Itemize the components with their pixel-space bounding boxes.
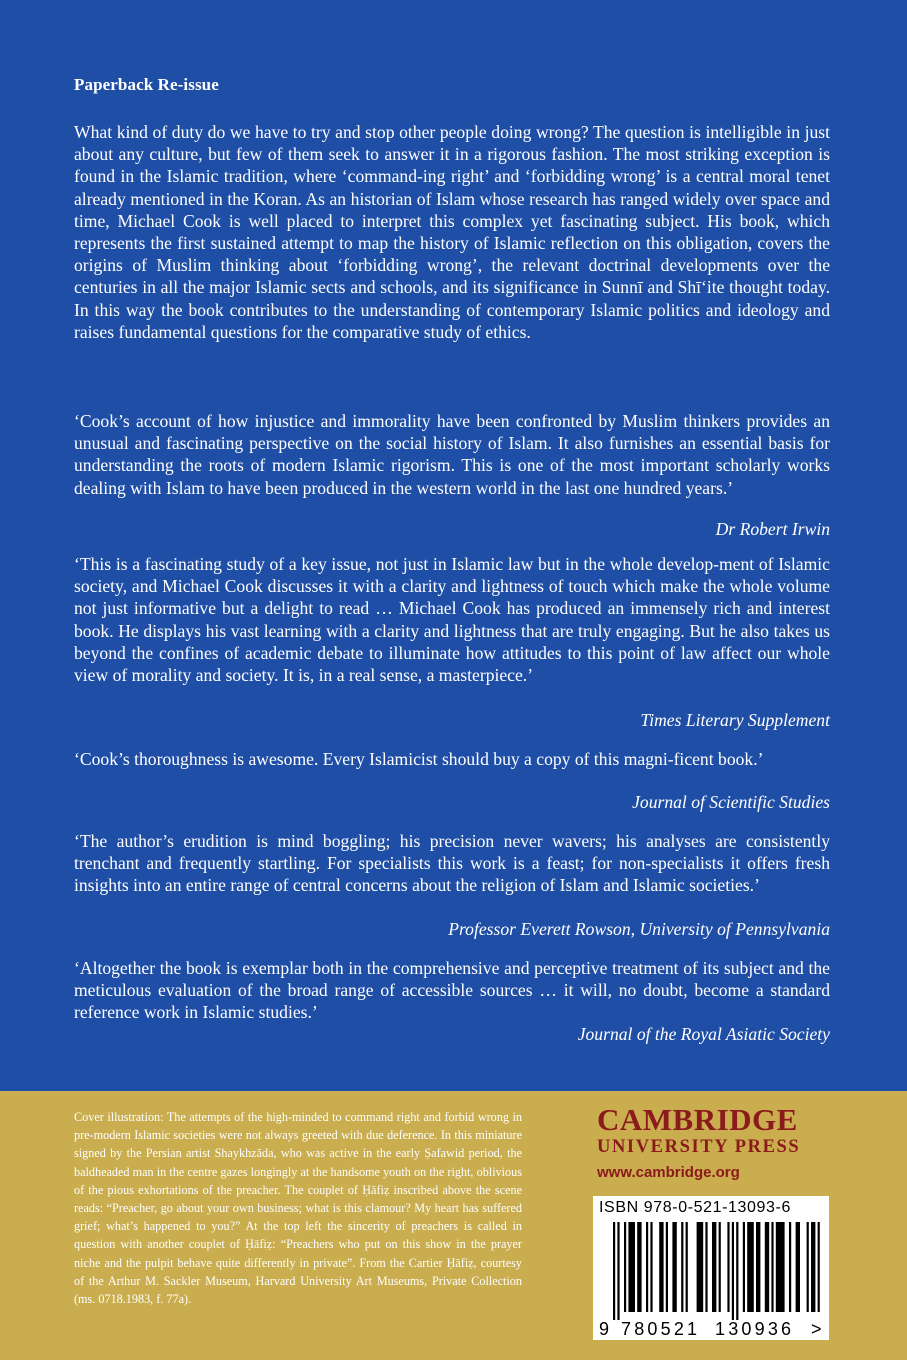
barcode-bar [771,1222,773,1312]
reissue-heading: Paperback Re-issue [74,75,219,94]
barcode-bar [617,1222,619,1320]
barcode-bar [765,1222,769,1312]
review-quote-3: ‘Cook’s thoroughness is awesome. Every Islamicist should buy a copy of this magni-ficent book.’ [74,749,764,769]
barcode-bar [637,1222,641,1312]
publisher-name: CAMBRIDGE [597,1102,798,1137]
review-quote-5: ‘Altogether the book is exemplar both in the comprehensive and perceptive treatment of its subject and the meticulous evaluation of the broad range of accessible sources … it will, no doubt, become a standard reference work in Islamic studies.’ [74,958,830,1023]
barcode-bar [686,1222,688,1312]
barcode-bar [747,1222,754,1312]
barcode-first-digit: 9 [599,1319,610,1338]
barcode-bar [789,1222,791,1312]
review-quote-2: ‘This is a fascinating study of a key issue, not just in Islamic law but in the whole develop-ment of Islamic society, and Michael Cook discusses it with a clarity and lightness of touch which make the whole volume not just informative but a delight to read … Michael Cook has produced an immensely rich and interest book. He displays his vast learning with a clarity and lightness that are truly engaging. But he also takes us beyond the confines of academic debate to illuminate how attitudes to this point of law affect our whole view of morality and society. It is, in a real sense, a masterpiece.’ [74,554,830,686]
barcode [597,1222,825,1338]
barcode-bar [697,1222,704,1312]
publisher-subtitle: UNIVERSITY PRESS [597,1137,801,1157]
barcode-right-digits: 130936 [715,1319,795,1338]
review-source-2: Times Literary Supplement [640,710,830,730]
barcode-bar [756,1222,760,1312]
barcode-bar [719,1222,721,1312]
barcode-bar [736,1222,738,1320]
barcode-bar [776,1222,785,1312]
review-quote-4: ‘The author’s erudition is mind boggling; his precision never wavers; his analyses are consistently trenchant and frequently startling. For specialists this work is a feast; for non-specialists it offers fresh insights into an entire range of central concerns about the religion of Islam and Islamic societies.’ [74,831,830,896]
review-quote-1: ‘Cook’s account of how injustice and immorality have been confronted by Muslim thinkers provides an unusual and fascinating perspective on the social history of Islam. It also furnishes an essential basis for understanding the roots of modern Islamic rigorism. This is one of the most important scholarly works dealing with Islam to have been produced in the western world in the last one hundred years.’ [74,411,830,498]
barcode-bar [743,1222,745,1312]
barcode-bar [796,1222,800,1312]
publisher-url: www.cambridge.org [597,1164,740,1181]
review-source-1: Dr Robert Irwin [715,519,830,539]
barcode-bar [807,1222,809,1312]
barcode-bar [646,1222,648,1312]
barcode-box [593,1196,829,1340]
barcode-bar [628,1222,635,1312]
review-source-4: Professor Everett Rowson, University of Pennsylvania [448,919,830,939]
barcode-bar [624,1222,626,1312]
barcode-bar [650,1222,652,1312]
barcode-bar [732,1222,734,1320]
barcode-bar [727,1222,729,1312]
barcode-end-marker: > [811,1319,822,1338]
cover-illustration-caption: Cover illustration: The attempts of the high-minded to command right and forbid wrong in pre-modern Islamic societies were not always greeted with due deference. In this miniature signed by the Persian artist Shaykhzāda, who was active in the early Ṣafawid period, the baldheaded man in the centre gazes longingly at the handsome youth on the right, oblivious of the pious exhortations of the preacher. The couplet of Ḥāfiẓ inscribed above the scene reads: “Preacher, go about your own business; what is this clamour? My heart has suffered grief; what’s happened to you?” At the top left the sincerity of preachers is called in question with another couplet of Ḥāfiẓ: “Preachers who put on this show in the prayer niche and the pulpit behave quite differently in private”. From the Cartier Ḥāfiẓ, courtesy of the Arthur M. Sackler Museum, Harvard University Art Museums, Private Collection (ms. 0718.1983, f. 77a). [74,1110,522,1307]
barcode-bar [659,1222,663,1312]
barcode-bar [681,1222,683,1312]
barcode-bar [613,1222,615,1320]
barcode-bar [666,1222,668,1312]
barcode-left-digits: 780521 [621,1319,701,1338]
review-source-5: Journal of the Royal Asiatic Society [577,1024,830,1044]
barcode-bar [811,1222,815,1312]
review-source-3: Journal of Scientific Studies [632,792,830,812]
barcode-bar [672,1222,676,1312]
barcode-bar [712,1222,716,1312]
isbn-label: ISBN 978-0-521-13093-6 [599,1199,791,1216]
book-description: What kind of duty do we have to try and stop other people doing wrong? The question is intelligible in just about any culture, but few of them seek to answer it in a rigorous fashion. The most striking exception is found in the Islamic tradition, where ‘command-ing right’ and ‘forbidding wrong’ is a central moral tenet already mentioned in the Koran. As an historian of Islam whose research has ranged widely over space and time, Michael Cook is well placed to interpret this complex yet fascinating subject. His book, which represents the first sustained attempt to map the history of Islamic reflection on this obligation, covers the origins of Muslim thinking about ‘forbidding wrong’, the relevant doctrinal developments over the centuries in all the major Islamic sects and schools, and its significance in Sunnī and Shī‘ite thought today. In this way the book contributes to the understanding of contemporary Islamic politics and ideology and raises fundamental questions for the comparative study of ethics. [74,122,830,342]
barcode-bar [818,1222,820,1312]
barcode-bar [705,1222,707,1312]
